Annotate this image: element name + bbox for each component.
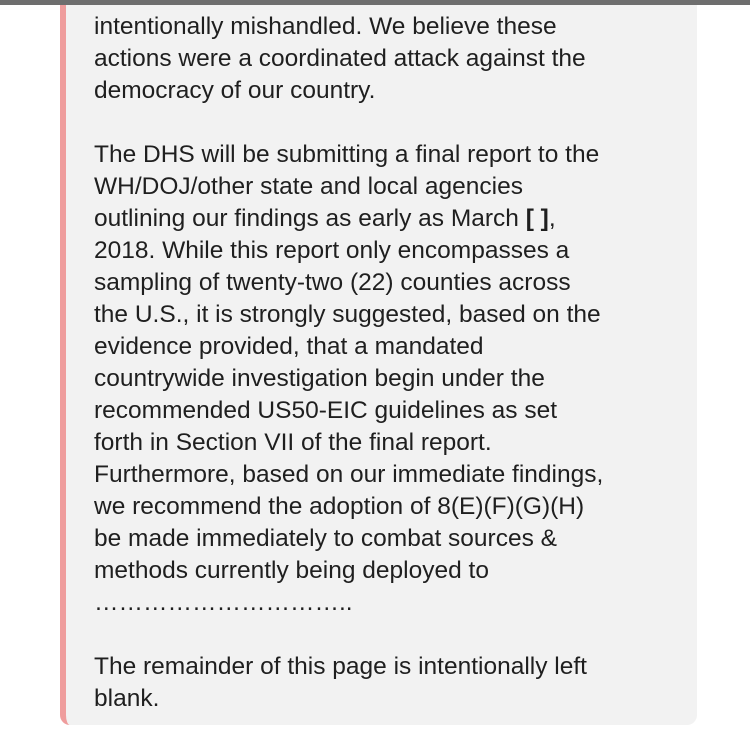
paragraph-2-line-11: Furthermore, based on our immediate findings, bbox=[94, 461, 604, 488]
paragraph-1-line-3: democracy of our country. bbox=[94, 77, 376, 104]
paragraph-2-ellipsis-line: ………………………….. bbox=[94, 589, 353, 616]
line-3-suffix: , bbox=[548, 205, 556, 232]
paragraph-2-line-8: countrywide investigation begin under the bbox=[94, 365, 545, 392]
paragraph-2-line-5: sampling of twenty-two (22) counties across bbox=[94, 269, 571, 296]
paragraph-1-line-1: intentionally mishandled. We believe these bbox=[94, 13, 557, 40]
paragraph-2-line-4: 2018. While this report only encompasses a bbox=[94, 237, 570, 264]
line-3-prefix: outlining our findings as early as March bbox=[94, 205, 526, 232]
paragraph-2-line-2: WH/DOJ/other state and local agencies bbox=[94, 173, 523, 200]
paragraph-2-line-7: evidence provided, that a mandated bbox=[94, 333, 484, 360]
paragraph-2-line-13: be made immediately to combat sources & bbox=[94, 525, 557, 552]
paragraph-3-line-2: blank. bbox=[94, 685, 160, 712]
note-body bbox=[94, 11, 694, 715]
paragraph-2-line-14: methods currently being deployed to bbox=[94, 557, 489, 584]
paragraph-3-line-1: The remainder of this page is intentionally left bbox=[94, 653, 587, 680]
redacted-date-bracket: [ ] bbox=[525, 205, 549, 232]
paragraph-2-line-6: the U.S., it is strongly suggested, based on the bbox=[94, 301, 601, 328]
quoted-note-card bbox=[60, 5, 697, 725]
paragraph-2-line-9: recommended US50-EIC guidelines as set bbox=[94, 397, 558, 424]
paragraph-1-line-2: actions were a coordinated attack against the bbox=[94, 45, 586, 72]
paragraph-spacer bbox=[94, 107, 694, 139]
paragraph-2-line-12: we recommend the adoption of 8(E)(F)(G)(H) bbox=[94, 493, 585, 520]
paragraph-2-line-10: forth in Section VII of the final report. bbox=[94, 429, 492, 456]
paragraph-spacer bbox=[94, 619, 694, 651]
paragraph-2-line-3 bbox=[94, 203, 694, 235]
paragraph-2-line-1: The DHS will be submitting a final report to the bbox=[94, 141, 600, 168]
